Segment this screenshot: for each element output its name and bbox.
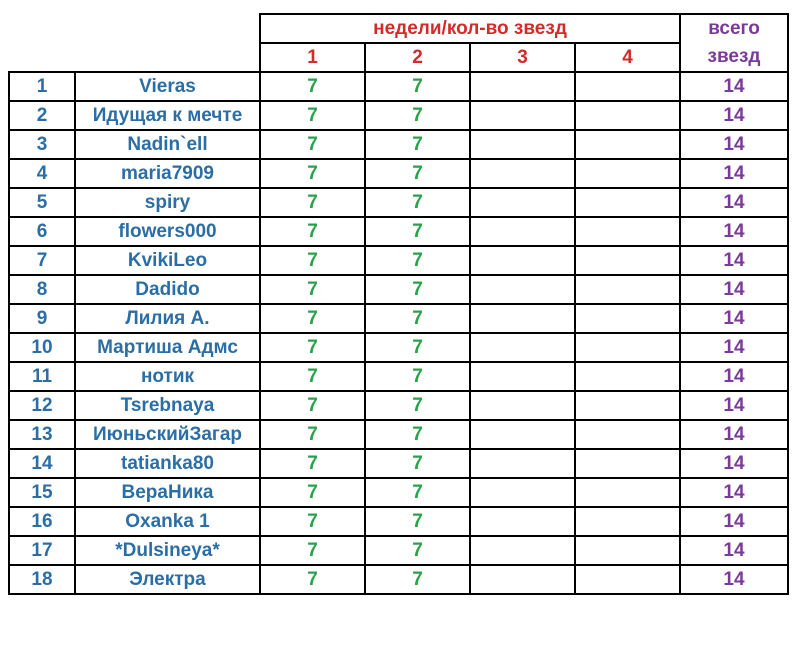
week-3-stars <box>470 449 575 478</box>
week-1-stars: 7 <box>260 536 365 565</box>
corner-blank-2 <box>75 14 260 43</box>
row-number: 17 <box>9 536 75 565</box>
table-row <box>9 72 788 101</box>
table-row <box>9 536 788 565</box>
row-number: 5 <box>9 188 75 217</box>
participant-name: Идущая к мечте <box>75 101 260 130</box>
total-stars: 14 <box>680 72 788 101</box>
week-1-stars: 7 <box>260 101 365 130</box>
week-4-stars <box>575 391 680 420</box>
week-2-stars: 7 <box>365 362 470 391</box>
week-2-stars: 7 <box>365 478 470 507</box>
week-4-stars <box>575 101 680 130</box>
participant-name: ИюньскийЗагар <box>75 420 260 449</box>
row-number: 6 <box>9 217 75 246</box>
week-3-stars <box>470 391 575 420</box>
total-stars: 14 <box>680 275 788 304</box>
total-stars: 14 <box>680 391 788 420</box>
participant-name: Nadin`ell <box>75 130 260 159</box>
table-row <box>9 449 788 478</box>
table-row <box>9 304 788 333</box>
total-stars: 14 <box>680 565 788 594</box>
table-row <box>9 507 788 536</box>
week-3-header: 3 <box>470 43 575 72</box>
week-3-stars <box>470 101 575 130</box>
week-2-stars: 7 <box>365 449 470 478</box>
row-number: 9 <box>9 304 75 333</box>
week-4-stars <box>575 362 680 391</box>
table-row <box>9 275 788 304</box>
week-4-stars <box>575 130 680 159</box>
table-body <box>9 72 788 594</box>
week-1-stars: 7 <box>260 507 365 536</box>
table-row <box>9 420 788 449</box>
row-number: 16 <box>9 507 75 536</box>
row-number: 3 <box>9 130 75 159</box>
table-row <box>9 246 788 275</box>
week-2-stars: 7 <box>365 101 470 130</box>
week-1-stars: 7 <box>260 565 365 594</box>
week-3-stars <box>470 217 575 246</box>
week-1-stars: 7 <box>260 72 365 101</box>
week-1-stars: 7 <box>260 246 365 275</box>
week-3-stars <box>470 275 575 304</box>
week-3-stars <box>470 72 575 101</box>
week-4-stars <box>575 420 680 449</box>
corner-blank <box>9 14 75 43</box>
week-2-stars: 7 <box>365 159 470 188</box>
participant-name: Oxanka 1 <box>75 507 260 536</box>
table-row <box>9 159 788 188</box>
table-row <box>9 188 788 217</box>
row-number: 8 <box>9 275 75 304</box>
week-2-stars: 7 <box>365 536 470 565</box>
week-2-stars: 7 <box>365 304 470 333</box>
week-3-stars <box>470 304 575 333</box>
participant-name: Мартиша Адмс <box>75 333 260 362</box>
week-3-stars <box>470 333 575 362</box>
table-row <box>9 333 788 362</box>
total-stars: 14 <box>680 478 788 507</box>
week-4-header: 4 <box>575 43 680 72</box>
week-1-stars: 7 <box>260 304 365 333</box>
week-2-stars: 7 <box>365 217 470 246</box>
total-stars: 14 <box>680 536 788 565</box>
participant-name: tatianka80 <box>75 449 260 478</box>
participant-name: spiry <box>75 188 260 217</box>
table-row <box>9 391 788 420</box>
week-2-stars: 7 <box>365 246 470 275</box>
row-number: 2 <box>9 101 75 130</box>
week-4-stars <box>575 72 680 101</box>
participant-name: Электра <box>75 565 260 594</box>
week-2-stars: 7 <box>365 130 470 159</box>
week-3-stars <box>470 507 575 536</box>
week-2-header: 2 <box>365 43 470 72</box>
week-4-stars <box>575 246 680 275</box>
week-1-stars: 7 <box>260 478 365 507</box>
week-3-stars <box>470 188 575 217</box>
participant-name: Dadido <box>75 275 260 304</box>
row-number: 11 <box>9 362 75 391</box>
stars-table <box>8 13 789 595</box>
week-1-stars: 7 <box>260 275 365 304</box>
week-2-stars: 7 <box>365 72 470 101</box>
week-2-stars: 7 <box>365 275 470 304</box>
participant-name: flowers000 <box>75 217 260 246</box>
week-2-stars: 7 <box>365 391 470 420</box>
week-1-stars: 7 <box>260 362 365 391</box>
week-4-stars <box>575 304 680 333</box>
total-stars: 14 <box>680 159 788 188</box>
row-number: 4 <box>9 159 75 188</box>
corner-blank-4 <box>75 43 260 72</box>
week-2-stars: 7 <box>365 565 470 594</box>
table-row <box>9 101 788 130</box>
week-1-stars: 7 <box>260 188 365 217</box>
week-3-stars <box>470 362 575 391</box>
row-number: 15 <box>9 478 75 507</box>
total-stars: 14 <box>680 362 788 391</box>
total-stars: 14 <box>680 333 788 362</box>
table-row <box>9 130 788 159</box>
row-number: 14 <box>9 449 75 478</box>
total-stars: 14 <box>680 507 788 536</box>
row-number: 1 <box>9 72 75 101</box>
row-number: 12 <box>9 391 75 420</box>
week-4-stars <box>575 275 680 304</box>
row-number: 18 <box>9 565 75 594</box>
week-1-header: 1 <box>260 43 365 72</box>
participant-name: Лилия А. <box>75 304 260 333</box>
total-stars: 14 <box>680 420 788 449</box>
week-4-stars <box>575 159 680 188</box>
row-number: 13 <box>9 420 75 449</box>
row-number: 7 <box>9 246 75 275</box>
participant-name: KvikiLeo <box>75 246 260 275</box>
total-stars: 14 <box>680 246 788 275</box>
week-4-stars <box>575 478 680 507</box>
total-stars: 14 <box>680 217 788 246</box>
total-header <box>680 14 788 72</box>
total-stars: 14 <box>680 188 788 217</box>
participant-name: ВераНика <box>75 478 260 507</box>
participant-name: maria7909 <box>75 159 260 188</box>
week-1-stars: 7 <box>260 217 365 246</box>
participant-name: нотик <box>75 362 260 391</box>
week-1-stars: 7 <box>260 391 365 420</box>
corner-blank-3 <box>9 43 75 72</box>
weeks-header: недели/кол-во звезд <box>260 14 680 43</box>
week-2-stars: 7 <box>365 333 470 362</box>
total-header-line2: звезд <box>707 46 761 67</box>
total-stars: 14 <box>680 101 788 130</box>
total-stars: 14 <box>680 304 788 333</box>
week-2-stars: 7 <box>365 188 470 217</box>
week-1-stars: 7 <box>260 130 365 159</box>
table-row <box>9 478 788 507</box>
total-stars: 14 <box>680 449 788 478</box>
participant-name: Vieras <box>75 72 260 101</box>
week-2-stars: 7 <box>365 420 470 449</box>
week-4-stars <box>575 565 680 594</box>
row-number: 10 <box>9 333 75 362</box>
table-row <box>9 362 788 391</box>
total-stars: 14 <box>680 130 788 159</box>
week-3-stars <box>470 246 575 275</box>
week-3-stars <box>470 478 575 507</box>
week-1-stars: 7 <box>260 449 365 478</box>
week-4-stars <box>575 333 680 362</box>
week-3-stars <box>470 536 575 565</box>
week-4-stars <box>575 536 680 565</box>
week-4-stars <box>575 217 680 246</box>
week-3-stars <box>470 130 575 159</box>
week-1-stars: 7 <box>260 159 365 188</box>
total-header-line1: всего <box>708 18 760 39</box>
week-4-stars <box>575 507 680 536</box>
week-3-stars <box>470 565 575 594</box>
week-3-stars <box>470 420 575 449</box>
week-1-stars: 7 <box>260 333 365 362</box>
table-row <box>9 217 788 246</box>
week-4-stars <box>575 449 680 478</box>
table-row <box>9 565 788 594</box>
week-1-stars: 7 <box>260 420 365 449</box>
week-2-stars: 7 <box>365 507 470 536</box>
participant-name: Tsrebnaya <box>75 391 260 420</box>
participant-name: *Dulsineya* <box>75 536 260 565</box>
week-4-stars <box>575 188 680 217</box>
week-3-stars <box>470 159 575 188</box>
